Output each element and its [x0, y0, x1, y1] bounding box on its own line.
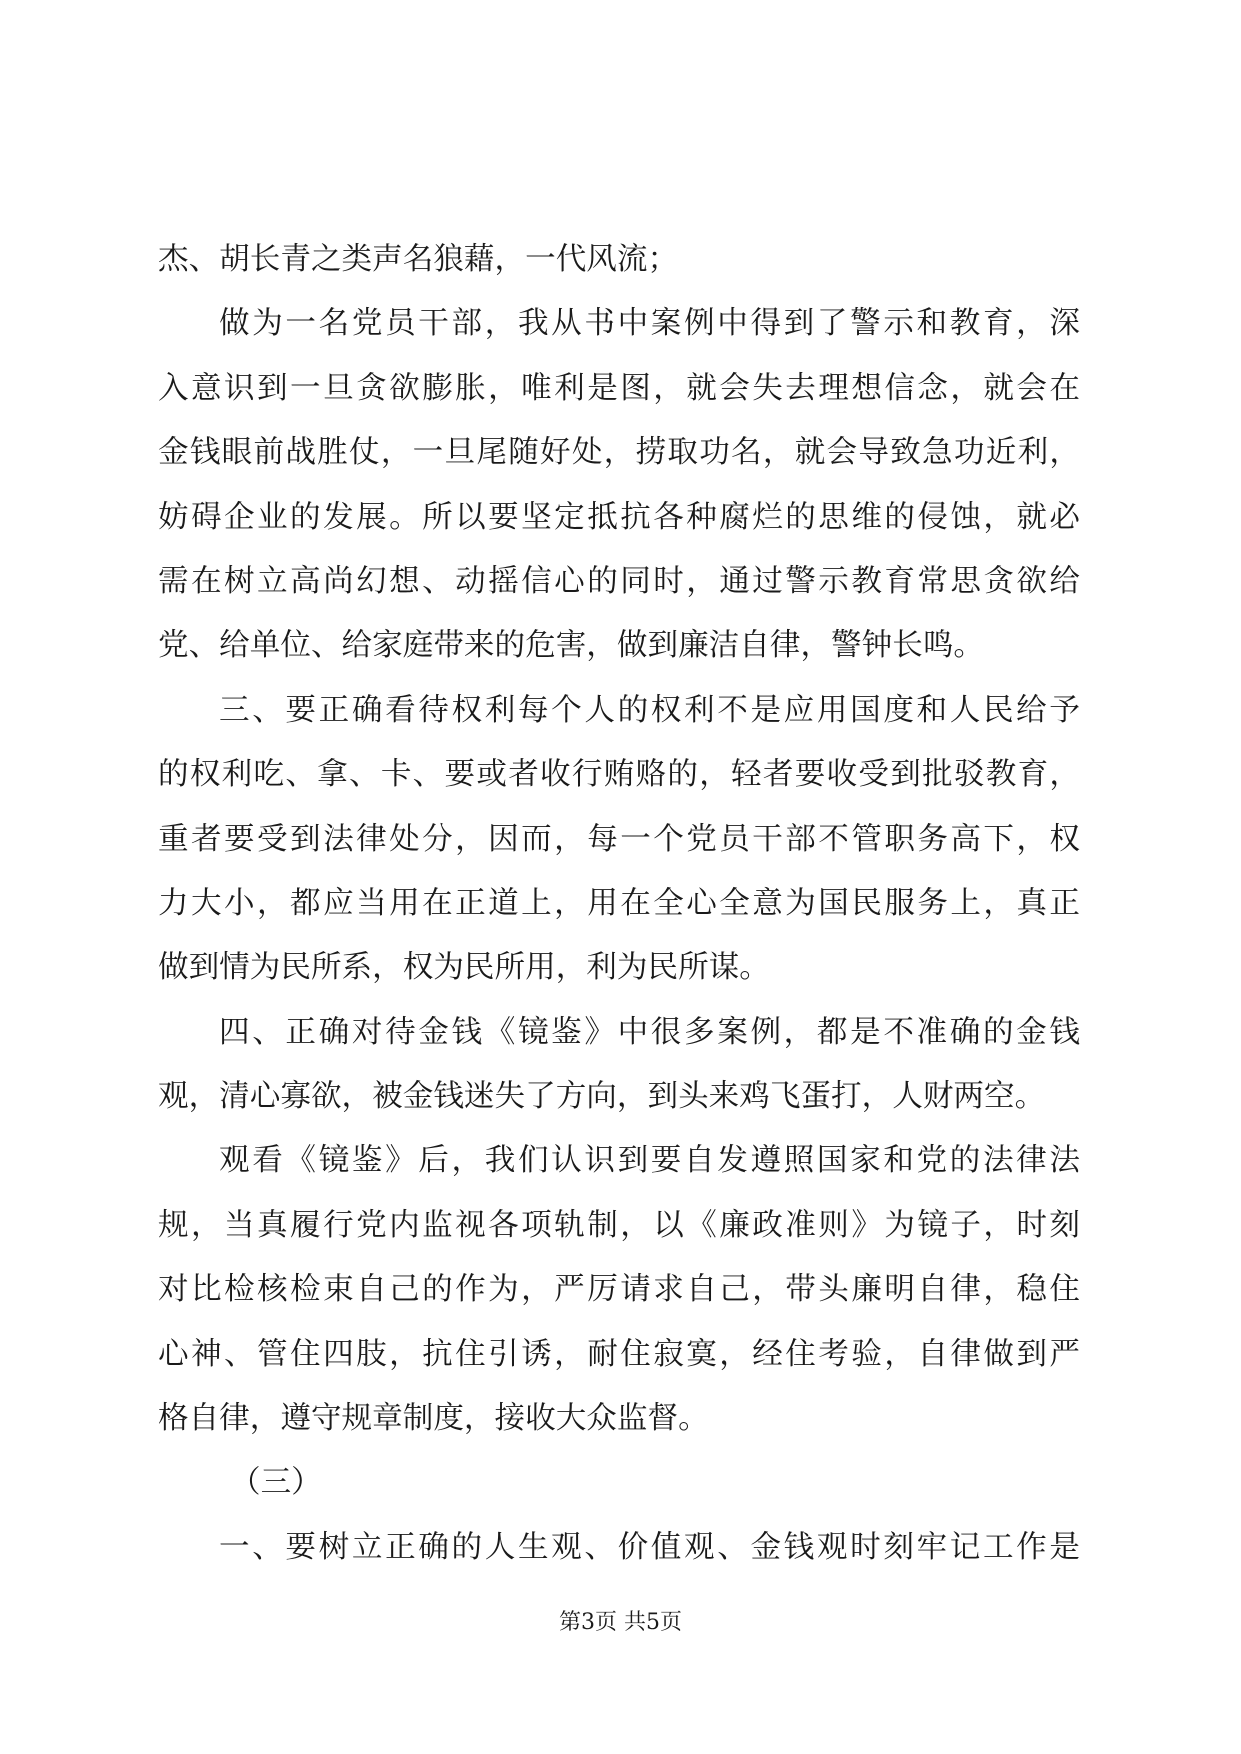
text-line: 力大小，都应当用在正道上，用在全心全意为国民服务上，真正 — [158, 885, 1080, 921]
page-number-footer: 第3页 共5页 — [559, 1610, 682, 1635]
text-line: 重者要受到法律处分，因而，每一个党员干部不管职务高下，权 — [158, 821, 1080, 857]
text-line: 金钱眼前战胜仗，一旦尾随好处，捞取功名，就会导致急功近利， — [158, 435, 1080, 471]
text-line: 心神、管住四肢，抗住引诱，耐住寂寞，经住考验，自律做到严 — [158, 1336, 1080, 1372]
text-line: 做为一名党员干部，我从书中案例中得到了警示和教育，深 — [219, 306, 1080, 342]
text-line: 格自律，遵守规章制度，接收大众监督。 — [158, 1401, 709, 1437]
text-line: 观看《镜鉴》后，我们认识到要自发遵照国家和党的法律法 — [219, 1143, 1080, 1179]
text-line: 规，当真履行党内监视各项轨制，以《廉政准则》为镜子，时刻 — [158, 1207, 1080, 1243]
text-line: 对比检核检束自己的作为，严厉请求自己，带头廉明自律，稳住 — [158, 1272, 1080, 1308]
text-line: 党、给单位、给家庭带来的危害，做到廉洁自律，警钟长鸣。 — [158, 628, 985, 664]
text-line: 三、要正确看待权利每个人的权利不是应用国度和人民给予 — [219, 692, 1080, 728]
body-text — [158, 228, 1080, 1580]
text-line: 观，清心寡欲，被金钱迷失了方向，到头来鸡飞蛋打，人财两空。 — [158, 1079, 1046, 1115]
text-line: 做到情为民所系，权为民所用，利为民所谋。 — [158, 950, 770, 986]
section-marker: （三） — [230, 1465, 322, 1501]
text-line: 杰、胡长青之类声名狼藉，一代风流； — [158, 242, 679, 277]
text-line: 四、正确对待金钱《镜鉴》中很多案例，都是不准确的金钱 — [219, 1014, 1080, 1050]
text-line: 的权利吃、拿、卡、要或者收行贿赂的，轻者要收受到批驳教育， — [158, 757, 1080, 793]
text-line: 入意识到一旦贪欲膨胀，唯利是图，就会失去理想信念，就会在 — [158, 370, 1080, 406]
text-line: 一、要树立正确的人生观、价值观、金钱观时刻牢记工作是 — [219, 1529, 1080, 1565]
text-line: 妨碍企业的发展。所以要坚定抵抗各种腐烂的思维的侵蚀，就必 — [158, 499, 1080, 535]
text-line: 需在树立高尚幻想、动摇信心的同时，通过警示教育常思贪欲给 — [158, 563, 1080, 599]
